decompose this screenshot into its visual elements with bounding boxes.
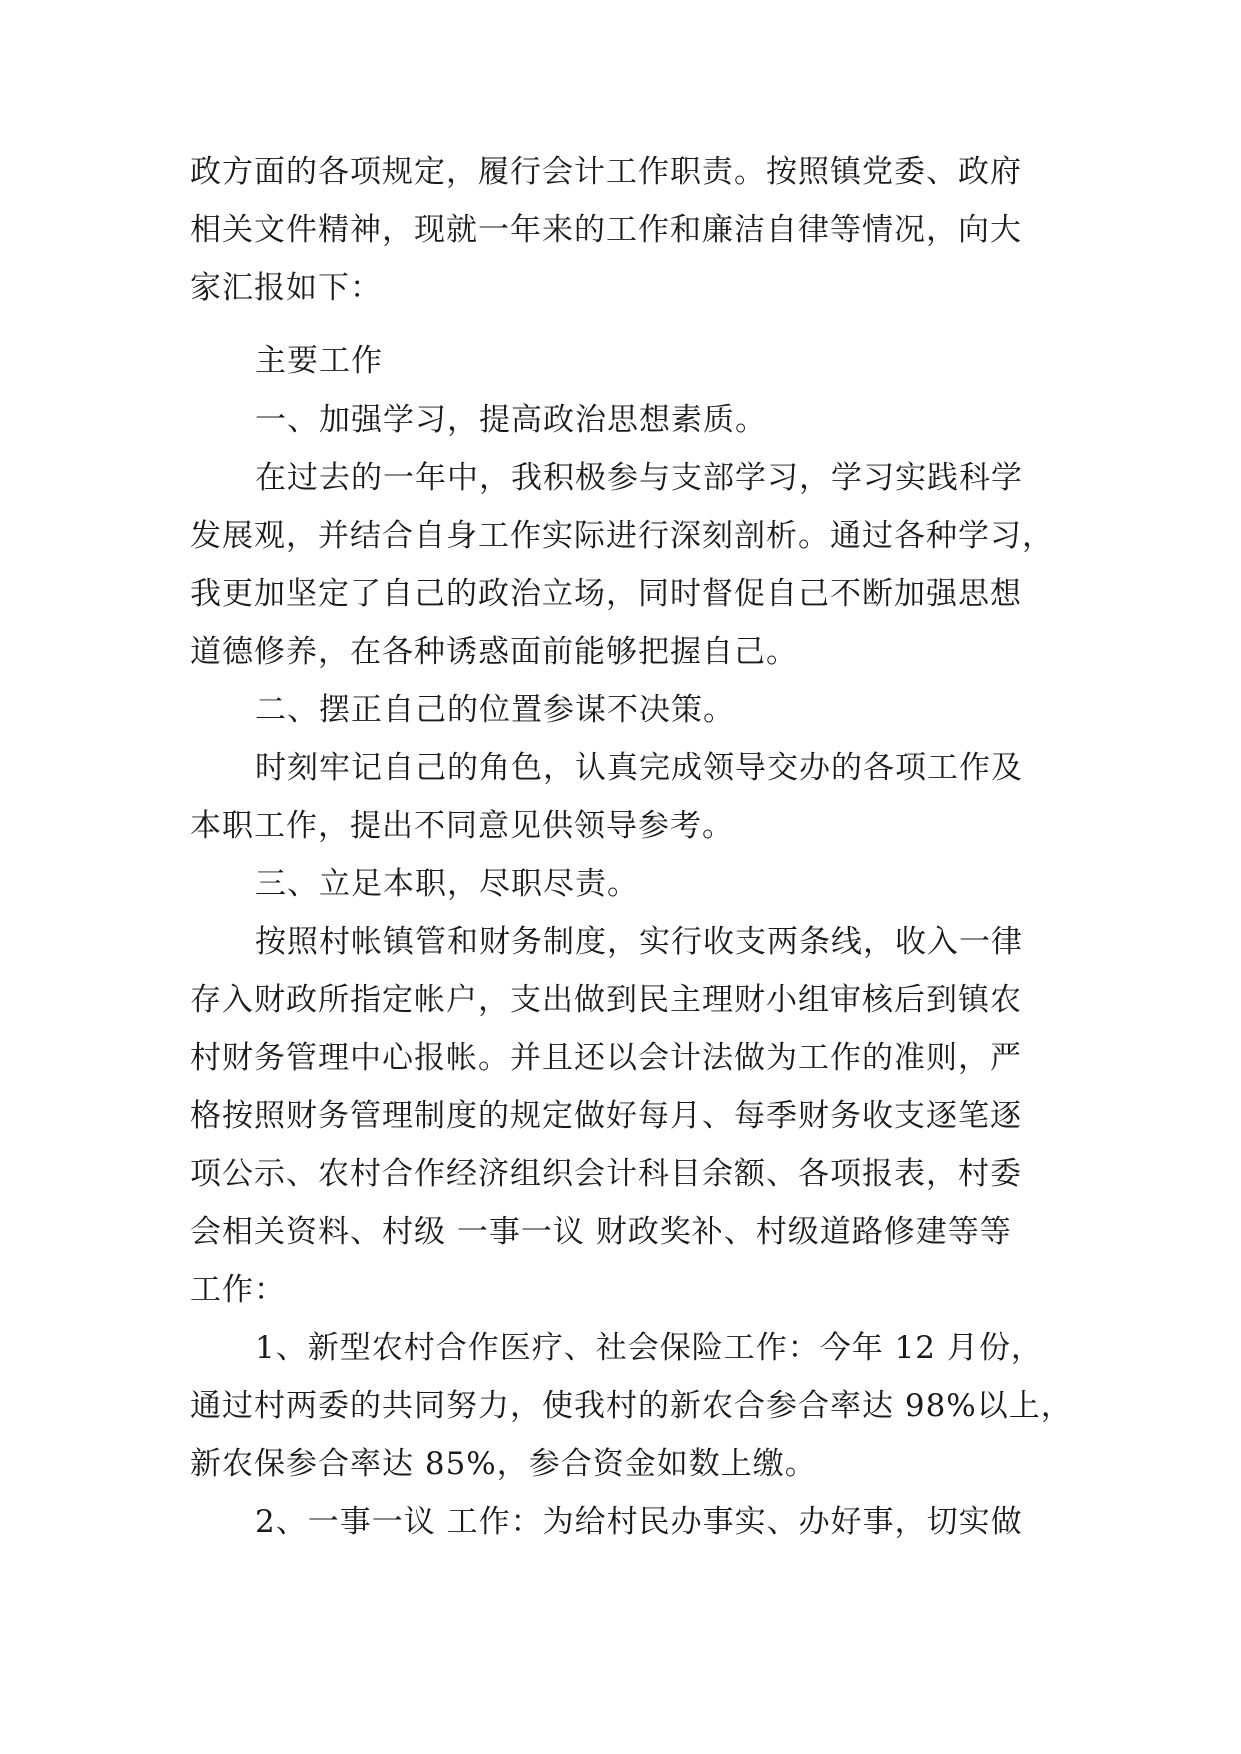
text-line: 格按照财务管理制度的规定做好每月、每季财务收支逐笔逐: [190, 1098, 1022, 1134]
text-line: 村财务管理中心报帐。并且还以会计法做为工作的准则，严: [190, 1040, 1022, 1076]
text-line: 1、新型农村合作医疗、社会保险工作：今年 12 月份，: [255, 1330, 1043, 1366]
text-line: 时刻牢记自己的角色，认真完成领导交办的各项工作及: [255, 750, 1023, 786]
text-line: 工作：: [190, 1272, 286, 1308]
text-line: 在过去的一年中，我积极参与支部学习，学习实践科学: [255, 460, 1023, 496]
text-line: 我更加坚定了自己的政治立场，同时督促自己不断加强思想: [190, 576, 1022, 612]
text-line: 本职工作，提出不同意见供领导参考。: [190, 808, 734, 844]
text-line: 按照村帐镇管和财务制度，实行收支两条线，收入一律: [255, 924, 1023, 960]
text-line: 会相关资料、村级 一事一议 财政奖补、村级道路修建等等: [190, 1214, 1012, 1250]
text-line: 新农保参合率达 85%，参合资金如数上缴。: [190, 1446, 817, 1482]
text-line: 道德修养，在各种诱惑面前能够把握自己。: [190, 634, 798, 670]
text-line: 家汇报如下：: [190, 270, 382, 306]
text-line: 存入财政所指定帐户，支出做到民主理财小组审核后到镇农: [190, 982, 1022, 1018]
text-line: 2、一事一议 工作：为给村民办事实、办好事，切实做: [255, 1504, 1023, 1540]
section-heading: 一、加强学习，提高政治思想素质。: [255, 402, 767, 438]
text-line: 项公示、农村合作经济组织会计科目余额、各项报表，村委: [190, 1156, 1022, 1192]
section-heading: 三、立足本职，尽职尽责。: [255, 866, 639, 902]
text-line: 发展观，并结合自身工作实际进行深刻剖析。通过各种学习，: [190, 518, 1054, 554]
text-line: 通过村两委的共同努力，使我村的新农合参合率达 98%以上，: [190, 1388, 1073, 1424]
section-heading: 主要工作: [255, 343, 383, 379]
text-line: 相关文件精神，现就一年来的工作和廉洁自律等情况，向大: [190, 212, 1022, 248]
text-line: 政方面的各项规定，履行会计工作职责。按照镇党委、政府: [190, 154, 1022, 190]
section-heading: 二、摆正自己的位置参谋不决策。: [255, 692, 735, 728]
